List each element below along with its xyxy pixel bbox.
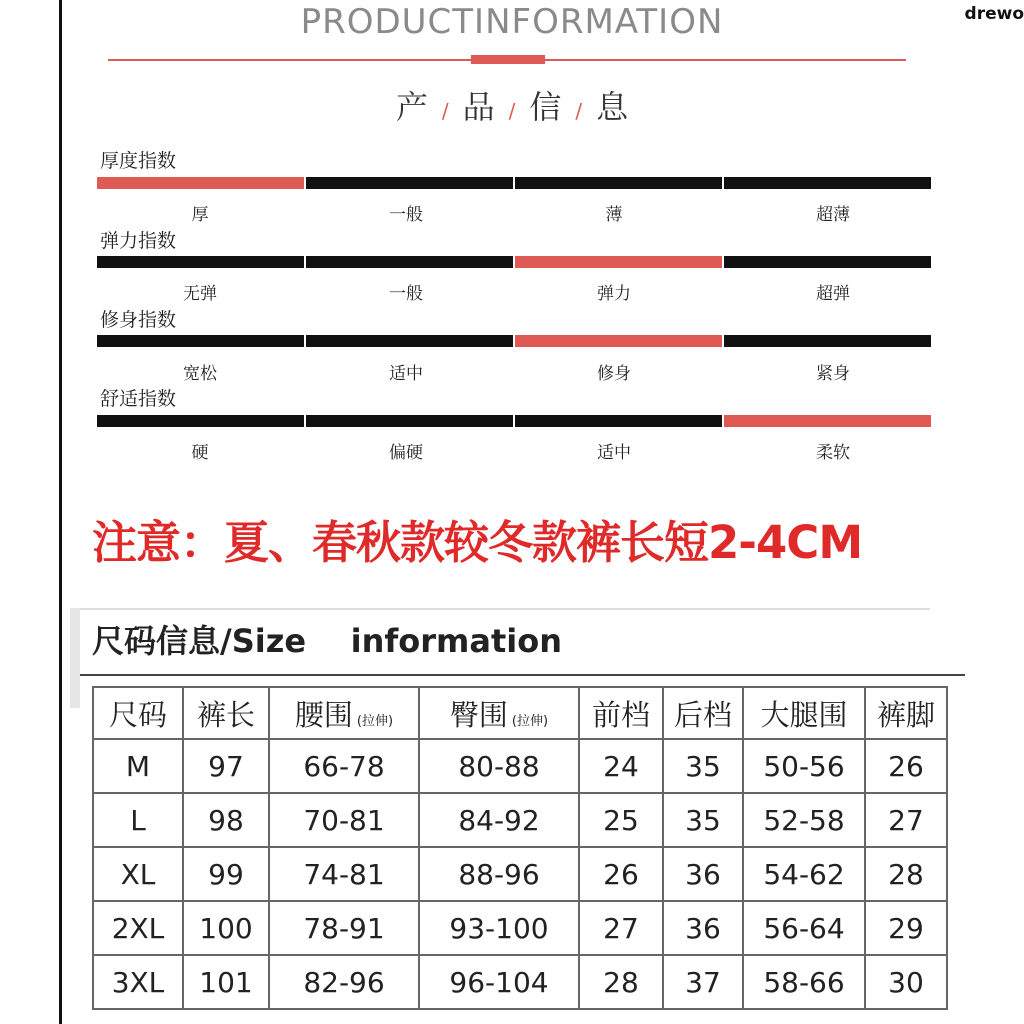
cell-back-rise: 36 [663,901,743,955]
cell-back-rise: 37 [663,955,743,1009]
subtitle-char: 息 [596,88,629,126]
scale-segment [97,256,304,268]
cell-front-rise: 28 [579,955,663,1009]
header-length: 裤长 [183,687,269,739]
scale-option-label: 一般 [389,205,423,225]
size-title-underline [80,674,965,676]
size-table [92,686,948,1010]
subtitle-char: 品 [462,88,495,126]
cell-length: 100 [183,901,269,955]
scale-option-label: 超薄 [816,205,850,225]
cell-length: 101 [183,955,269,1009]
cell-leg-opening: 27 [865,793,947,847]
header-leg-opening: 裤脚 [865,687,947,739]
scale-segment [515,177,722,189]
scale-segment [306,256,513,268]
subtitle-separator: / [508,99,516,123]
scale-option-label: 适中 [389,364,423,384]
scale-segment-selected [97,177,304,189]
cell-size: 2XL [93,901,183,955]
header-accent-bar [471,55,545,64]
cell-leg-opening: 30 [865,955,947,1009]
length-notice: 注意：夏、春秋款较冬款裤长短2-4CM [92,516,863,569]
cell-waist: 74-81 [269,847,419,901]
cell-size: L [93,793,183,847]
scale-option-label: 修身 [597,364,631,384]
header-size: 尺码 [93,687,183,739]
cell-front-rise: 26 [579,847,663,901]
cell-front-rise: 25 [579,793,663,847]
cell-front-rise: 27 [579,901,663,955]
cell-thigh: 54-62 [743,847,865,901]
cell-hip: 80-88 [419,739,579,793]
product-information-title: PRODUCTINFORMATION [300,2,724,42]
scale-segment [724,177,931,189]
scale-option-label: 厚 [191,205,209,225]
subtitle-char: 信 [529,88,562,126]
scale-segment [306,335,513,347]
cell-back-rise: 35 [663,739,743,793]
scale-option-label: 弹力 [597,284,631,304]
stretch-note: (拉伸) [511,713,549,729]
scale-segment [306,415,513,427]
scale-label: 舒适指数 [100,388,177,410]
size-table-header-row [93,687,947,739]
scale-option-label: 柔软 [816,443,850,463]
left-border-line [59,0,62,1024]
scale-label: 厚度指数 [100,150,177,172]
cell-thigh: 58-66 [743,955,865,1009]
cell-waist: 70-81 [269,793,419,847]
size-section-shadow [70,608,80,708]
scale-option-label: 硬 [191,443,209,463]
scale-segment [97,335,304,347]
scale-option-label: 适中 [597,443,631,463]
product-info-subtitle [0,82,1024,128]
scale-segment [724,256,931,268]
header-back-rise: 后档 [663,687,743,739]
cell-hip: 88-96 [419,847,579,901]
cell-waist: 78-91 [269,901,419,955]
cell-length: 98 [183,793,269,847]
cell-leg-opening: 29 [865,901,947,955]
stretch-note: (拉伸) [356,713,394,729]
scale-option-label: 紧身 [816,364,850,384]
cell-leg-opening: 26 [865,739,947,793]
scale-segment-selected [515,256,722,268]
cell-size: 3XL [93,955,183,1009]
cell-front-rise: 24 [579,739,663,793]
cell-length: 99 [183,847,269,901]
cell-length: 97 [183,739,269,793]
scale-segment-selected [515,335,722,347]
scale-label: 修身指数 [100,309,177,331]
size-table-row [93,901,947,955]
size-table-row [93,955,947,1009]
subtitle-char: 产 [395,88,428,126]
size-section-band [70,608,930,610]
size-table-row [93,739,947,793]
size-table-row [93,793,947,847]
scale-option-label: 一般 [389,284,423,304]
cell-leg-opening: 28 [865,847,947,901]
scale-option-label: 薄 [605,205,623,225]
scale-option-label: 偏硬 [389,443,423,463]
scale-segment [97,415,304,427]
cell-back-rise: 36 [663,847,743,901]
cell-size: M [93,739,183,793]
cell-hip: 84-92 [419,793,579,847]
cell-thigh: 50-56 [743,739,865,793]
header-hip: 臀围 (拉伸) [419,687,579,739]
scale-segment [515,415,722,427]
cell-thigh: 56-64 [743,901,865,955]
header-front-rise: 前档 [579,687,663,739]
scale-option-label: 宽松 [183,364,217,384]
scale-option-label: 无弹 [183,284,217,304]
cell-hip: 96-104 [419,955,579,1009]
scale-segment-selected [724,415,931,427]
subtitle-separator: / [441,99,449,123]
header-thigh: 大腿围 [743,687,865,739]
subtitle-separator: / [575,99,583,123]
scale-segment [724,335,931,347]
cell-waist: 82-96 [269,955,419,1009]
size-section-title: 尺码信息/Size information [92,622,563,660]
scale-segment [306,177,513,189]
brand-watermark: drewo [964,4,1024,24]
cell-waist: 66-78 [269,739,419,793]
cell-thigh: 52-58 [743,793,865,847]
cell-hip: 93-100 [419,901,579,955]
scale-option-label: 超弹 [816,284,850,304]
cell-size: XL [93,847,183,901]
header-waist: 腰围 (拉伸) [269,687,419,739]
size-table-row [93,847,947,901]
scale-label: 弹力指数 [100,230,177,252]
cell-back-rise: 35 [663,793,743,847]
